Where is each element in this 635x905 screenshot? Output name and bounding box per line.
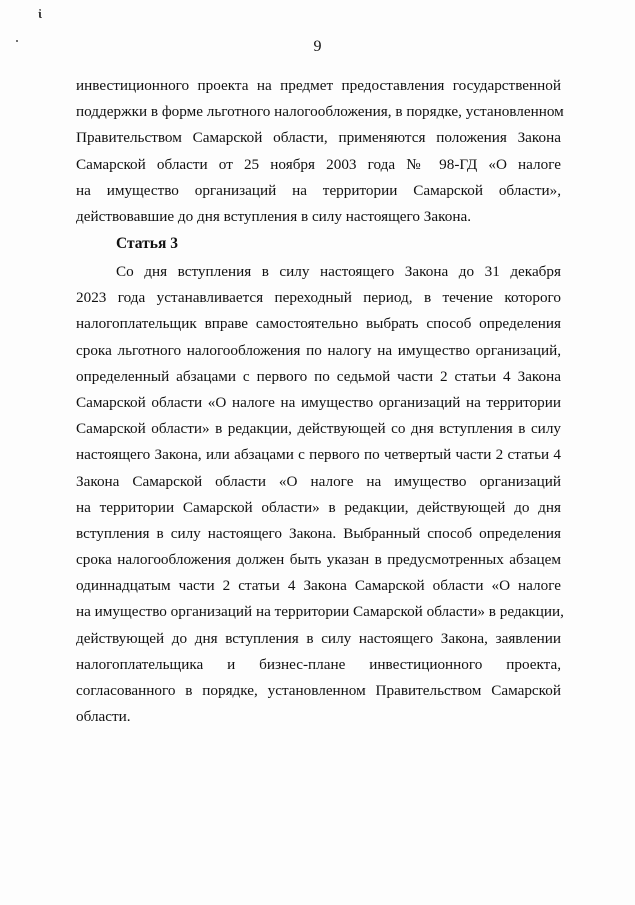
text-line: вступления в силу настоящего Закона. Выбранный способ определения: [76, 524, 561, 542]
text-line: на территории Самарской области» в редакции, действующей до дня: [76, 498, 561, 516]
article-3-paragraph: [76, 259, 564, 730]
text-line: Самарской области «О налоге на имущество организаций на территории: [76, 393, 561, 411]
text-line: Со дня вступления в силу настоящего Закона до 31 декабря: [116, 263, 561, 280]
paragraph-continuation: [76, 73, 564, 230]
text-line: одиннадцатым части 2 статьи 4 Закона Самарской области «О налоге: [76, 577, 561, 595]
text-line: Самарской области» в редакции, действующей со дня вступления в силу: [76, 420, 561, 438]
text-line: определенный абзацами с первого по седьмой части 2 статьи 4 Закона: [76, 367, 561, 385]
text-line: поддержки в форме льготного налогообложения, в порядке, установленном: [76, 103, 564, 121]
page-number: 9: [313, 38, 322, 55]
text-line: Закона Самарской области «О налоге на имущество организаций: [76, 472, 561, 490]
text-line: 2023 года устанавливается переходный период, в течение которого: [76, 289, 561, 307]
text-line: согласованного в порядке, установленном Правительством Самарской: [76, 682, 561, 699]
scan-corner-mark: ἰ: [38, 6, 43, 21]
text-line: Правительством Самарской области, применяются положения Закона: [76, 129, 561, 147]
text-line: настоящего Закона, или абзацами с первого по четвертый части 2 статьи 4: [76, 446, 561, 464]
text-line: области.: [76, 708, 131, 726]
text-line: на имущество организаций на территории Самарской области»,: [76, 181, 561, 199]
text-line: Самарской области от 25 ноября 2003 года № 98-ГД «О налоге: [76, 155, 561, 173]
text-line: на имущество организаций на территории Самарской области» в редакции,: [76, 603, 564, 621]
text-line: налогоплательщик вправе самостоятельно выбрать способ определения: [76, 315, 561, 333]
text-line: налогоплательщика и бизнес-плане инвестиционного проекта,: [76, 655, 561, 673]
text-line: действующей до дня вступления в силу настоящего Закона, заявлении: [76, 629, 561, 647]
text-line: срока льготного налогообложения по налогу на имущество организаций,: [76, 341, 561, 359]
text-line: срока налогообложения должен быть указан в предусмотренных абзацем: [76, 551, 561, 569]
article-heading: Статья 3: [116, 235, 178, 252]
text-line: инвестиционного проекта на предмет предоставления государственной: [76, 77, 561, 94]
text-line: действовавшие до дня вступления в силу настоящего Закона.: [76, 207, 472, 225]
